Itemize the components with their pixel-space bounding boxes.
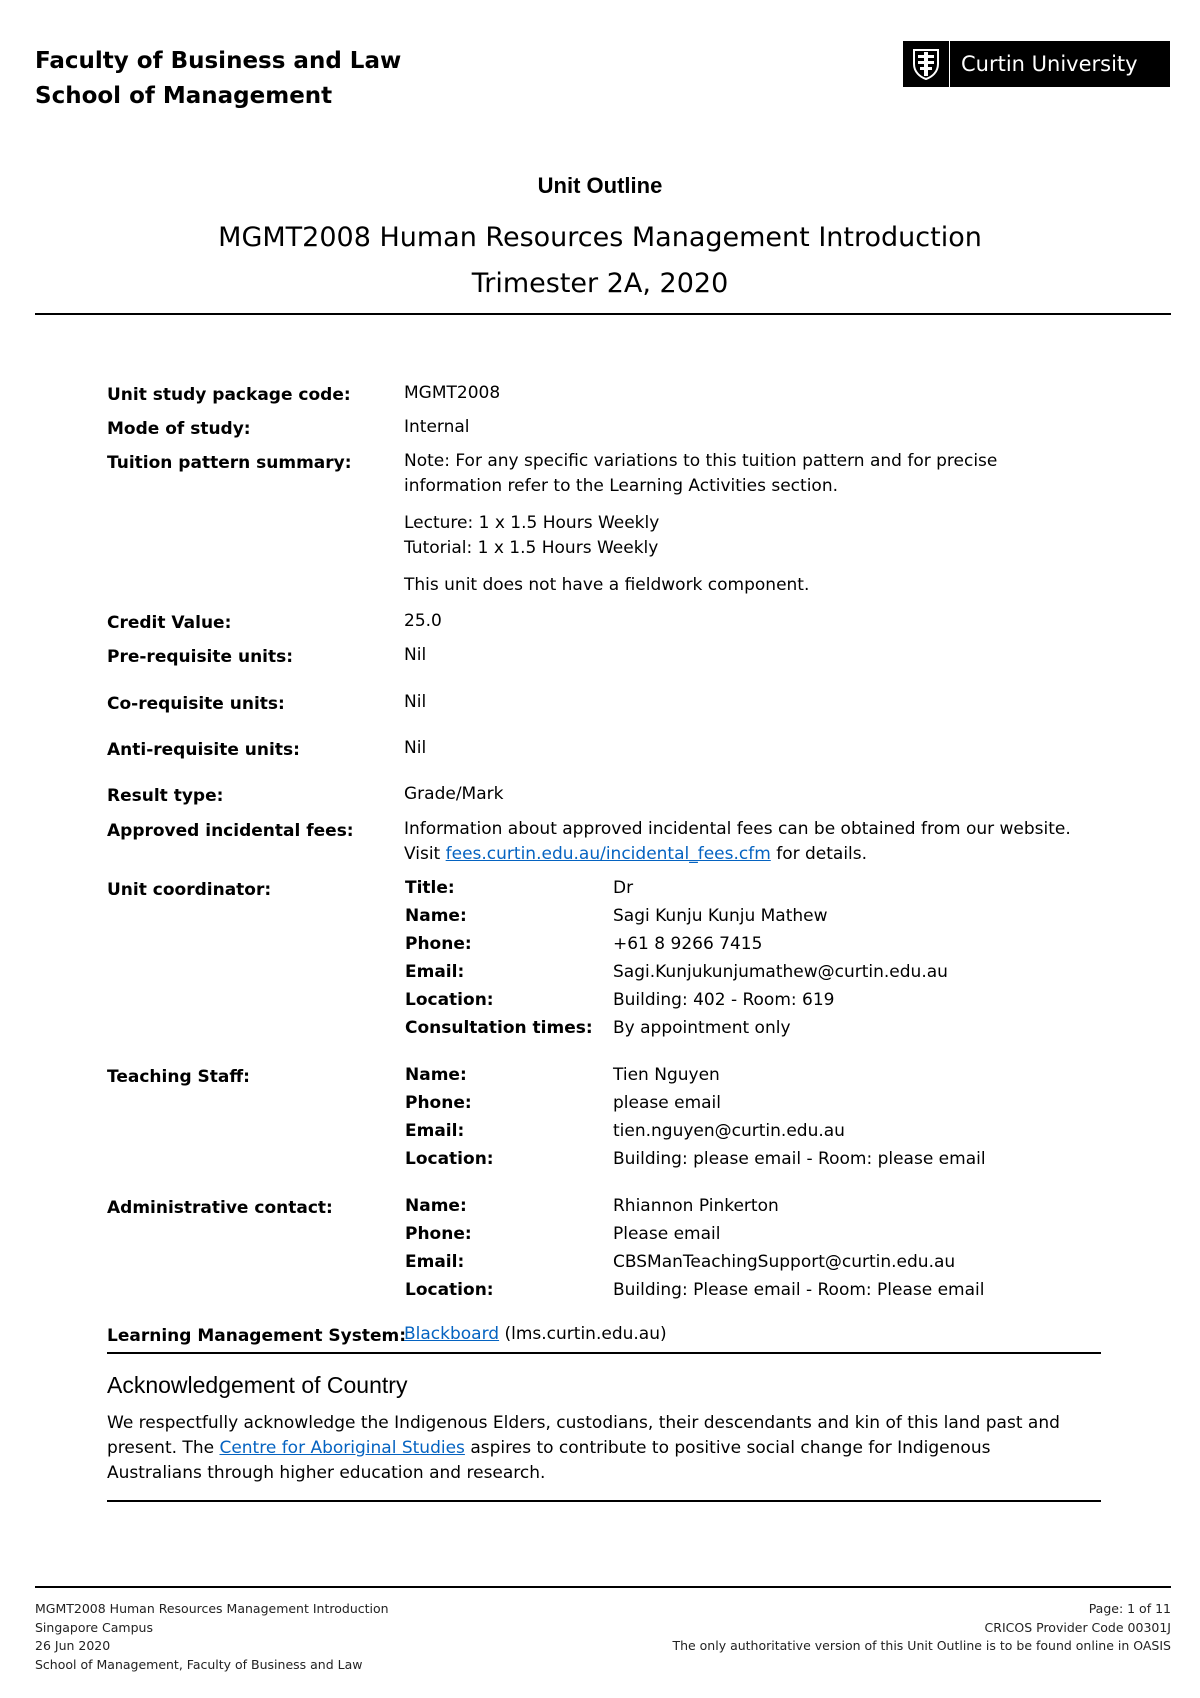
- footer-campus: Singapore Campus: [35, 1619, 153, 1635]
- name-label: Name:: [405, 906, 467, 926]
- antireq-value: Nil: [404, 738, 427, 758]
- admin-email: CBSManTeachingSupport@curtin.edu.au: [613, 1252, 956, 1272]
- footer-divider: [35, 1586, 1171, 1588]
- ack-line: Australians through higher education and research.: [107, 1463, 546, 1483]
- lms-value: [404, 1322, 1104, 1347]
- consult-label: Consultation times:: [405, 1018, 593, 1038]
- email-label: Email:: [405, 1252, 465, 1272]
- coordinator-label: Unit coordinator:: [107, 880, 272, 900]
- coreq-value: Nil: [404, 692, 427, 712]
- result-label: Result type:: [107, 786, 224, 806]
- teaching-labels: [405, 1061, 494, 1173]
- ack-text-before: present. The: [107, 1438, 215, 1458]
- fees-label: Approved incidental fees:: [107, 821, 354, 841]
- coordinator-location: Building: 402 - Room: 619: [613, 990, 835, 1010]
- admin-name: Rhiannon Pinkerton: [613, 1196, 779, 1216]
- fees-link[interactable]: fees.curtin.edu.au/incidental_fees.cfm: [445, 844, 771, 864]
- unit-title: MGMT2008 Human Resources Management Introduction: [218, 222, 982, 253]
- coordinator-labels: [405, 874, 593, 1042]
- fees-visit-line: [404, 842, 1104, 867]
- logo-text: Curtin University: [961, 52, 1138, 76]
- lecture-pattern: Lecture: 1 x 1.5 Hours Weekly: [404, 513, 660, 533]
- faculty-name: Faculty of Business and Law: [35, 48, 402, 74]
- footer-left: [35, 1600, 389, 1674]
- antireq-label: Anti-requisite units:: [107, 740, 300, 760]
- admin-phone: Please email: [613, 1224, 721, 1244]
- title-label: Title:: [405, 878, 455, 898]
- coreq-label: Co-requisite units:: [107, 694, 285, 714]
- coordinator-consult: By appointment only: [613, 1018, 791, 1038]
- lms-url-text: (lms.curtin.edu.au): [504, 1324, 667, 1344]
- cricos-code: CRICOS Provider Code 00301J: [984, 1619, 1171, 1635]
- name-label: Name:: [405, 1065, 467, 1085]
- tuition-note: information refer to the Learning Activities section.: [404, 476, 838, 496]
- faculty-heading: [35, 44, 401, 114]
- teaching-name: Tien Nguyen: [613, 1065, 720, 1085]
- coordinator-name: Sagi Kunju Kunju Mathew: [613, 906, 828, 926]
- lms-label: Learning Management System:: [107, 1326, 407, 1346]
- location-label: Location:: [405, 1149, 494, 1169]
- teaching-location: Building: please email - Room: please email: [613, 1149, 986, 1169]
- phone-label: Phone:: [405, 1224, 472, 1244]
- tuition-note: Note: For any specific variations to this tuition pattern and for precise: [404, 451, 998, 471]
- admin-label: Administrative contact:: [107, 1198, 333, 1218]
- teaching-label: Teaching Staff:: [107, 1067, 250, 1087]
- coordinator-title: Dr: [613, 878, 634, 898]
- divider: [35, 313, 1171, 315]
- phone-label: Phone:: [405, 1093, 472, 1113]
- fees-value: [404, 817, 1104, 867]
- footer-school: School of Management, Faculty of Business and Law: [35, 1656, 363, 1672]
- credit-label: Credit Value:: [107, 613, 232, 633]
- coordinator-email: Sagi.Kunjukunjumathew@curtin.edu.au: [613, 962, 948, 982]
- location-label: Location:: [405, 990, 494, 1010]
- email-label: Email:: [405, 962, 465, 982]
- ack-text-after: aspires to contribute to positive social change for Indigenous: [470, 1438, 991, 1458]
- footer-date: 26 Jun 2020: [35, 1638, 111, 1653]
- admin-values: [613, 1192, 985, 1304]
- ack-line: We respectfully acknowledge the Indigenous Elders, custodians, their descendants and kin of this land past and: [107, 1413, 1060, 1433]
- school-name: School of Management: [35, 83, 333, 109]
- divider: [107, 1352, 1101, 1354]
- credit-value: 25.0: [404, 611, 442, 631]
- blackboard-link[interactable]: Blackboard: [404, 1324, 500, 1344]
- footer-unit: MGMT2008 Human Resources Management Introduction: [35, 1601, 389, 1616]
- fieldwork-note: This unit does not have a fieldwork component.: [404, 575, 810, 595]
- document-type: Unit Outline: [537, 173, 663, 198]
- footer-right: [672, 1600, 1171, 1656]
- location-label: Location:: [405, 1280, 494, 1300]
- acknowledgement-heading: Acknowledgement of Country: [107, 1372, 408, 1398]
- code-value: MGMT2008: [404, 383, 501, 403]
- tuition-value: [404, 449, 1104, 598]
- teaching-phone: please email: [613, 1093, 721, 1113]
- mode-value: Internal: [404, 417, 470, 437]
- fees-info: Information about approved incidental fees can be obtained from our website.: [404, 819, 1071, 839]
- tutorial-pattern: Tutorial: 1 x 1.5 Hours Weekly: [404, 538, 659, 558]
- authoritative-note: The only authoritative version of this Unit Outline is to be found online in OASIS: [672, 1638, 1171, 1653]
- teaching-values: [613, 1061, 986, 1173]
- divider: [107, 1500, 1101, 1502]
- shield-icon: [903, 41, 950, 87]
- page-number: Page: 1 of 11: [1088, 1601, 1171, 1616]
- name-label: Name:: [405, 1196, 467, 1216]
- code-label: Unit study package code:: [107, 385, 351, 405]
- prereq-value: Nil: [404, 645, 427, 665]
- teaching-email: tien.nguyen@curtin.edu.au: [613, 1121, 845, 1141]
- fees-after-text: for details.: [776, 844, 868, 864]
- fees-visit-text: Visit: [404, 844, 441, 864]
- acknowledgement-text: [107, 1411, 1107, 1486]
- phone-label: Phone:: [405, 934, 472, 954]
- mode-label: Mode of study:: [107, 419, 251, 439]
- email-label: Email:: [405, 1121, 465, 1141]
- aboriginal-studies-link[interactable]: Centre for Aboriginal Studies: [219, 1438, 465, 1458]
- prereq-label: Pre-requisite units:: [107, 647, 294, 667]
- ack-line: [107, 1436, 1107, 1461]
- tuition-label: Tuition pattern summary:: [107, 453, 352, 473]
- result-value: Grade/Mark: [404, 784, 504, 804]
- curtin-logo: [903, 41, 1170, 87]
- coordinator-phone: +61 8 9266 7415: [613, 934, 763, 954]
- term: Trimester 2A, 2020: [471, 268, 729, 299]
- admin-location: Building: Please email - Room: Please email: [613, 1280, 985, 1300]
- admin-labels: [405, 1192, 494, 1304]
- coordinator-values: [613, 874, 948, 1042]
